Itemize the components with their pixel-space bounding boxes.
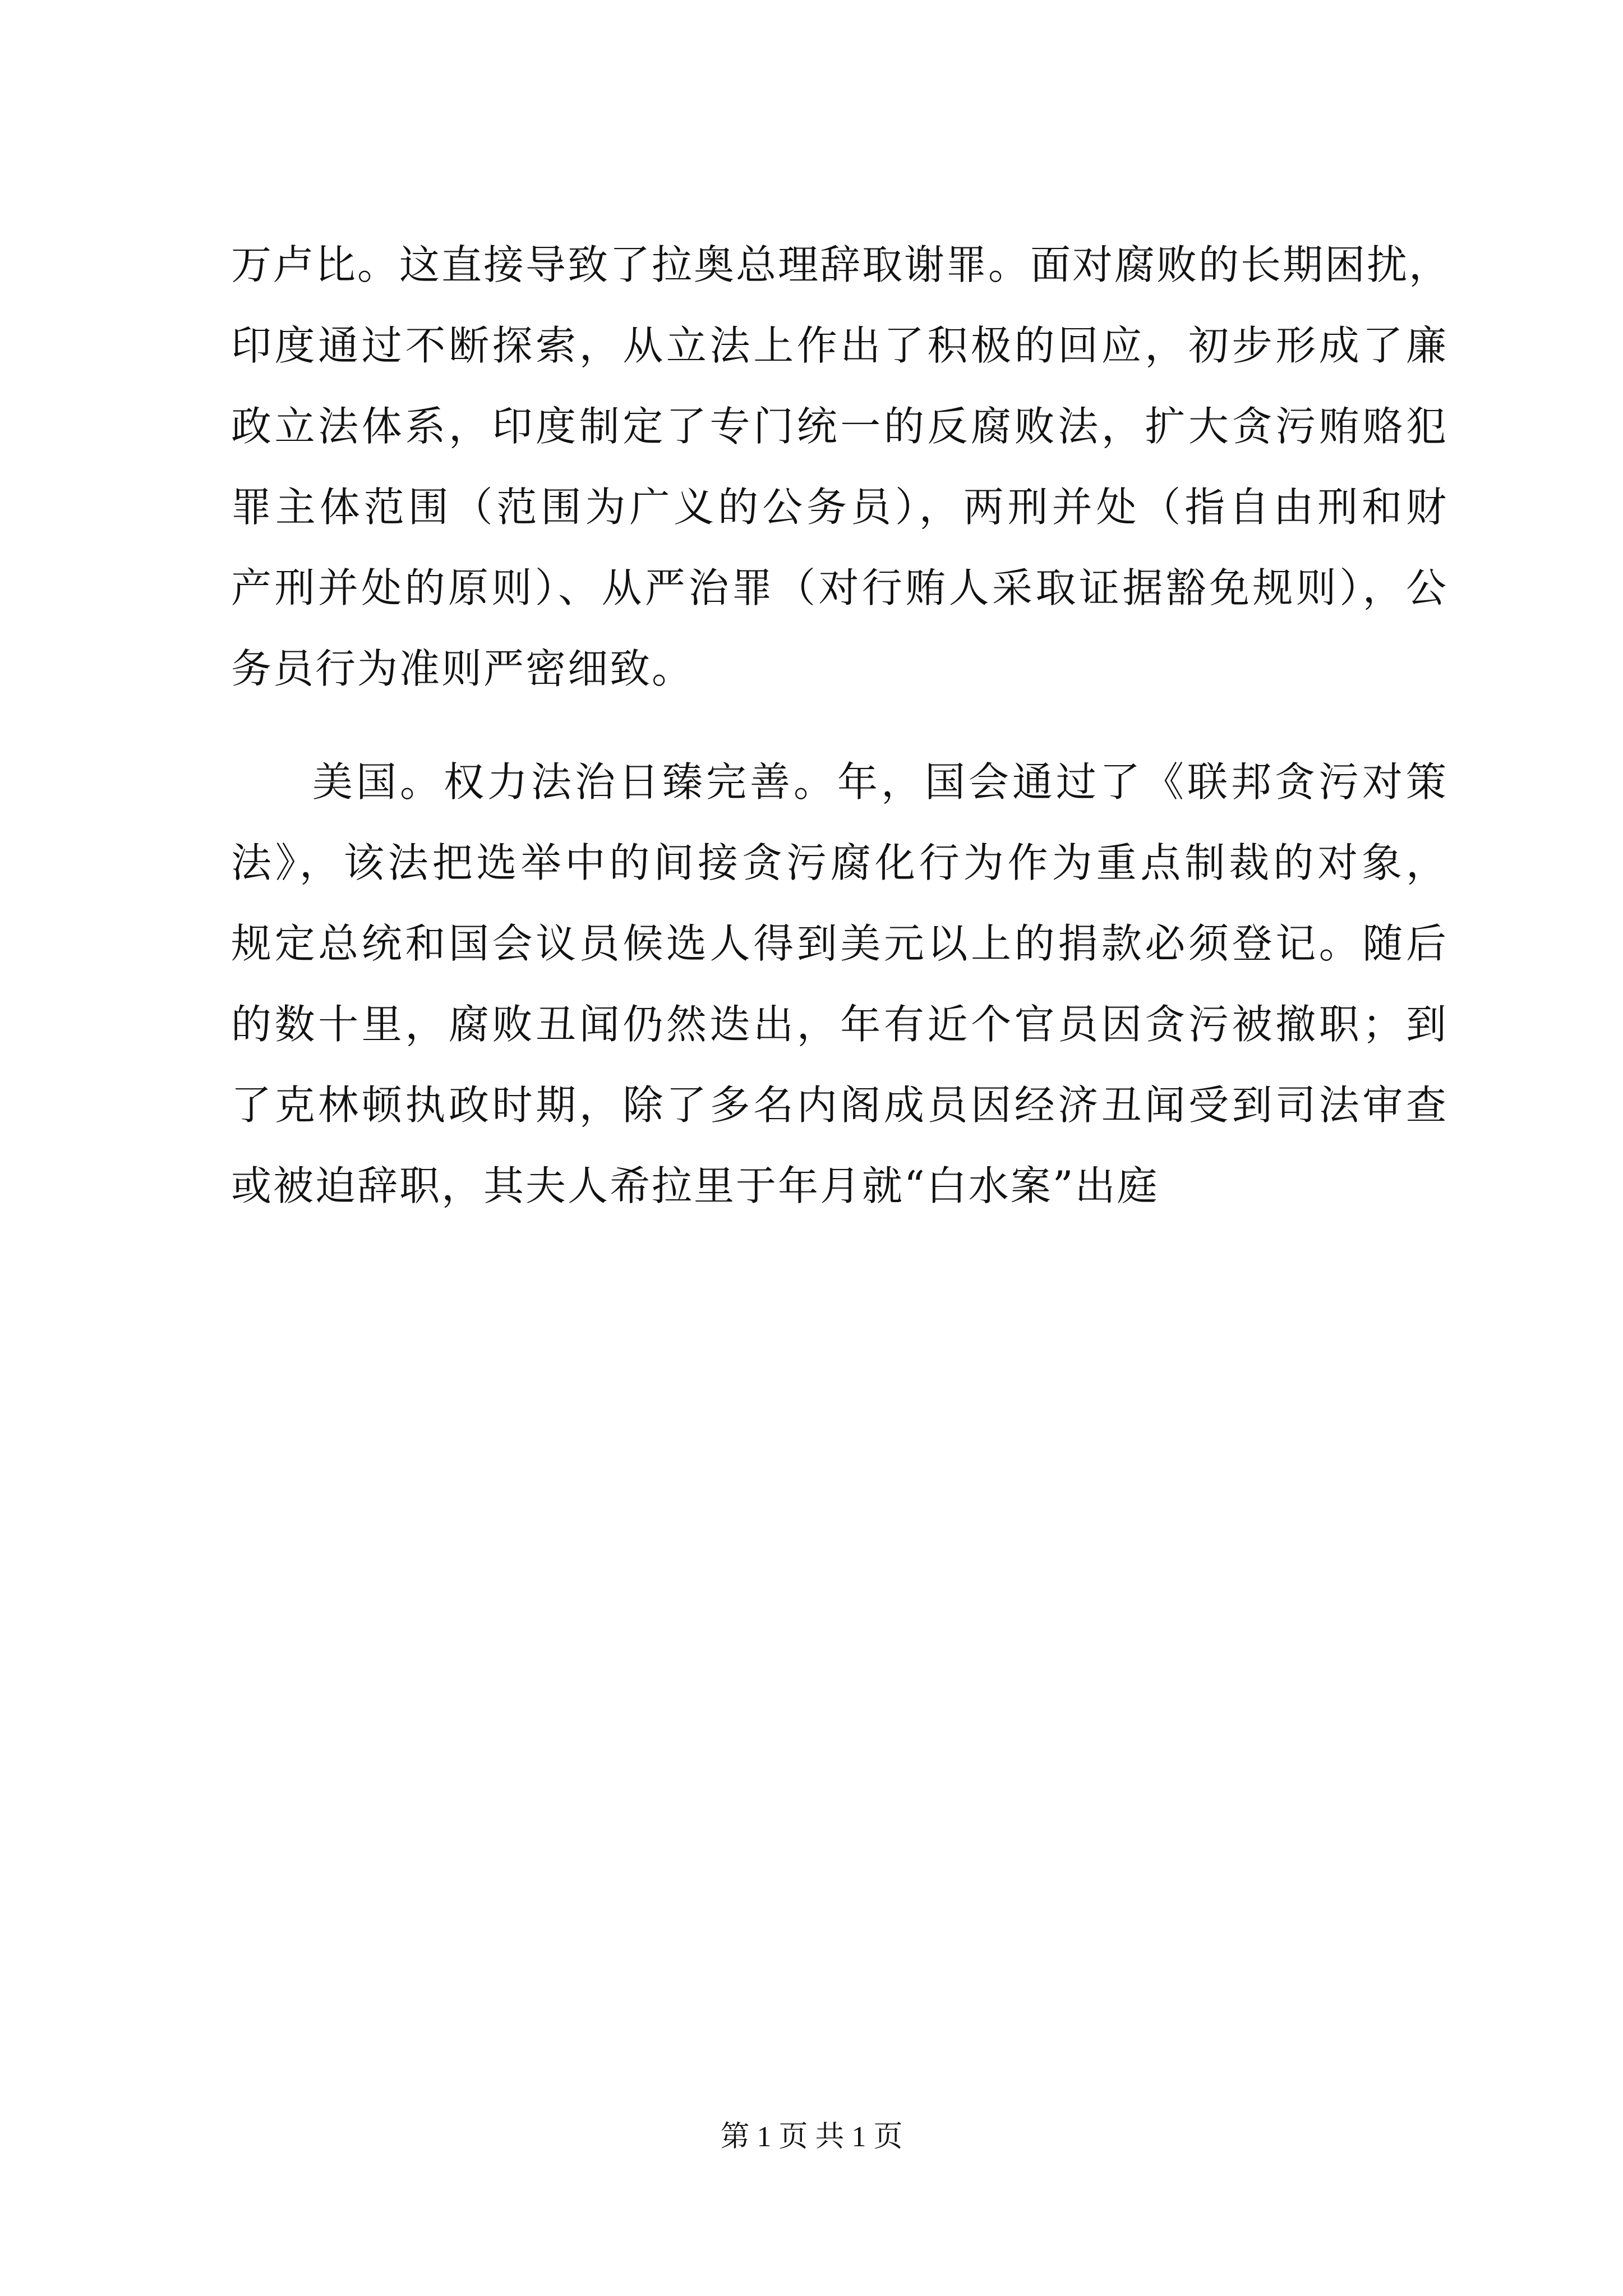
text-line: 罪主体范围（范围为广义的公务员），两刑并处（指自由刑和财 — [231, 484, 1448, 531]
text-line: 的数十里，腐败丑闻仍然迭出，年有近个官员因贪污被撤职；到 — [231, 1001, 1448, 1048]
text-line: 法》，该法把选举中的间接贪污腐化行为作为重点制裁的对象， — [231, 839, 1448, 886]
text-line: 规定总统和国会议员候选人得到美元以上的捐款必须登记。随后 — [231, 920, 1448, 967]
page-number-footer: 第 1 页 共 1 页 — [720, 2121, 903, 2153]
text-line: 印度通过不断探索，从立法上作出了积极的回应，初步形成了廉 — [231, 322, 1448, 369]
text-line: 务员行为准则严密细致。 — [231, 645, 694, 692]
text-line: 政立法体系，印度制定了专门统一的反腐败法，扩大贪污贿赂犯 — [231, 403, 1448, 450]
text-line: 或被迫辞职，其夫人希拉里于年月就“白水案”出庭 — [231, 1162, 1159, 1209]
paragraph-india — [231, 224, 1451, 709]
text-line: 万卢比。这直接导致了拉奥总理辞取谢罪。面对腐败的长期困扰， — [231, 241, 1451, 288]
text-line: 产刑并处的原则）、从严治罪（对行贿人采取证据豁免规则），公 — [231, 564, 1448, 611]
text-line: 了克林顿执政时期，除了多名内阁成员因经济丑闻受到司法审查 — [231, 1082, 1448, 1129]
paragraph-usa — [231, 742, 1448, 1226]
document-body — [231, 224, 1451, 1226]
text-line: 美国。权力法治日臻完善。年，国会通过了《联邦贪污对策 — [312, 758, 1448, 806]
paragraph-spacer — [231, 709, 1448, 742]
